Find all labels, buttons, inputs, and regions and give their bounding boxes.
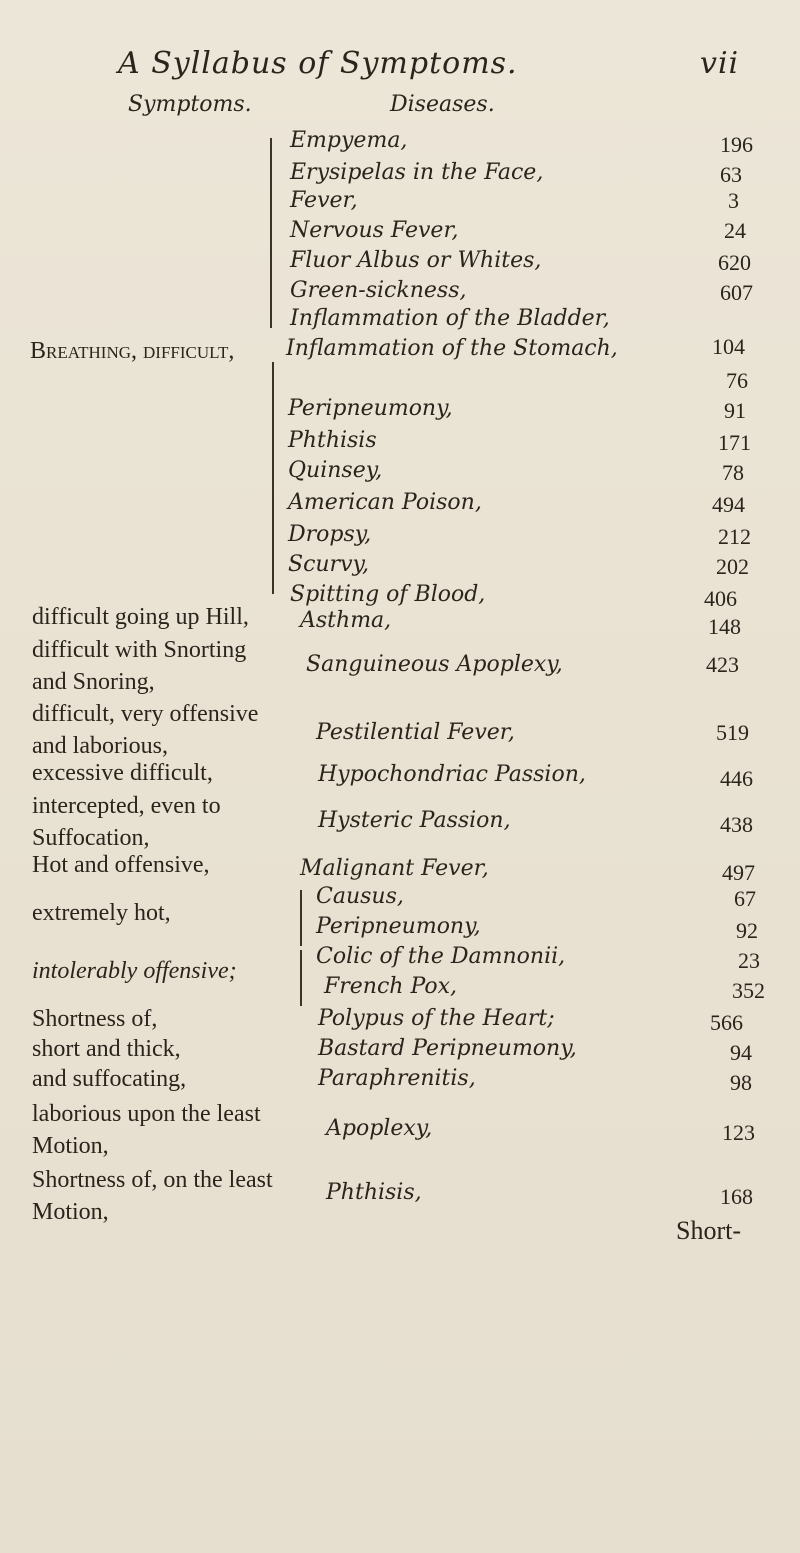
bracket [270,138,272,328]
symptom-entry: Shortness of, on the least Motion, [32,1167,273,1225]
page-number: vii [700,46,740,81]
page-reference: 438 [720,812,753,837]
symptom-entry: intercepted, even to Suffocation, [32,793,221,851]
disease-entry: American Poison, [288,490,482,515]
page-reference: 607 [720,280,753,305]
page-reference: 202 [716,554,749,579]
disease-entry: Malignant Fever, [300,856,489,881]
page-reference: 92 [736,918,758,943]
page-reference: 352 [732,978,765,1003]
disease-entry: Spitting of Blood, [290,582,486,607]
disease-entry: Dropsy, [288,522,372,547]
page-reference: 168 [720,1184,753,1209]
page-reference: 620 [718,250,751,275]
page-reference: 446 [720,766,753,791]
page-reference: 24 [724,218,746,243]
page-reference: 76 [726,368,748,393]
disease-entry: Peripneumony, [316,914,481,939]
page-reference: 3 [728,188,739,213]
disease-entry: Nervous Fever, [290,218,459,243]
symptom-entry: and suffocating, [32,1066,187,1092]
disease-entry: Sanguineous Apoplexy, [306,652,563,677]
disease-entry: Phthisis, [326,1180,422,1205]
disease-entry: Bastard Peripneumony, [318,1036,577,1061]
page-reference: 497 [722,860,755,885]
bracket [300,950,302,1006]
page-reference: 406 [704,586,737,611]
disease-entry: Apoplexy, [326,1116,433,1141]
page-reference: 519 [716,720,749,745]
disease-entry: Fever, [290,188,358,213]
page-reference: 212 [718,524,751,549]
bracket [300,890,302,946]
page-reference: 91 [724,398,746,423]
symptom-entry: difficult with Snorting and Snoring, [32,637,247,695]
disease-entry: Polypus of the Heart; [318,1006,555,1031]
disease-entry: Pestilential Fever, [316,720,515,745]
symptom-entry: extremely hot, [32,900,171,926]
disease-entry: Phthisis [288,428,377,453]
column-heading-diseases: Diseases. [390,92,495,117]
disease-entry: French Pox, [324,974,458,999]
symptom-entry: difficult, very offensive and laborious, [32,701,259,759]
page-reference: 67 [734,886,756,911]
page-reference: 196 [720,132,753,157]
disease-entry: Green-sickness, [290,278,467,303]
disease-entry: Colic of the Damnonii, [316,944,566,969]
disease-entry: Causus, [316,884,404,909]
symptom-entry: Shortness of, [32,1006,158,1032]
symptom-entry: excessive difficult, [32,760,213,786]
disease-entry: Hypochondriac Passion, [318,762,586,787]
page-reference: 423 [706,652,739,677]
disease-entry: Inflammation of the Bladder, [290,306,610,331]
symptom-entry: Breathing, difficult, [30,338,235,364]
symptom-entry: intolerably offensive; [32,958,237,984]
disease-entry: Inflammation of the Stomach, [286,336,618,361]
page-reference: 566 [710,1010,743,1035]
page-reference: 78 [722,460,744,485]
page-reference: 123 [722,1120,755,1145]
disease-entry: Fluor Albus or Whites, [290,248,542,273]
page-reference: 98 [730,1070,752,1095]
disease-entry: Scurvy, [288,552,370,577]
page-reference: 104 [712,334,745,359]
running-title: A Syllabus of Symptoms. [118,46,518,81]
symptom-entry: laborious upon the least Motion, [32,1101,261,1159]
disease-entry: Quinsey, [288,458,383,483]
symptom-entry: Hot and offensive, [32,852,210,878]
bracket [272,362,274,594]
page-reference: 494 [712,492,745,517]
disease-entry: Peripneumony, [288,396,453,421]
disease-entry: Hysteric Passion, [318,808,511,833]
disease-entry: Empyema, [290,128,408,153]
page-reference: 23 [738,948,760,973]
symptom-entry: short and thick, [32,1036,181,1062]
disease-entry: Paraphrenitis, [318,1066,476,1091]
page-reference: 171 [718,430,751,455]
page-reference: 148 [708,614,741,639]
disease-entry: Erysipelas in the Face, [290,160,544,185]
page-reference: 63 [720,162,742,187]
symptom-entry: difficult going up Hill, [32,604,249,630]
disease-entry: Asthma, [300,608,392,633]
page-reference: 94 [730,1040,752,1065]
column-heading-symptoms: Symptoms. [128,92,252,117]
catchword: Short- [676,1216,741,1245]
